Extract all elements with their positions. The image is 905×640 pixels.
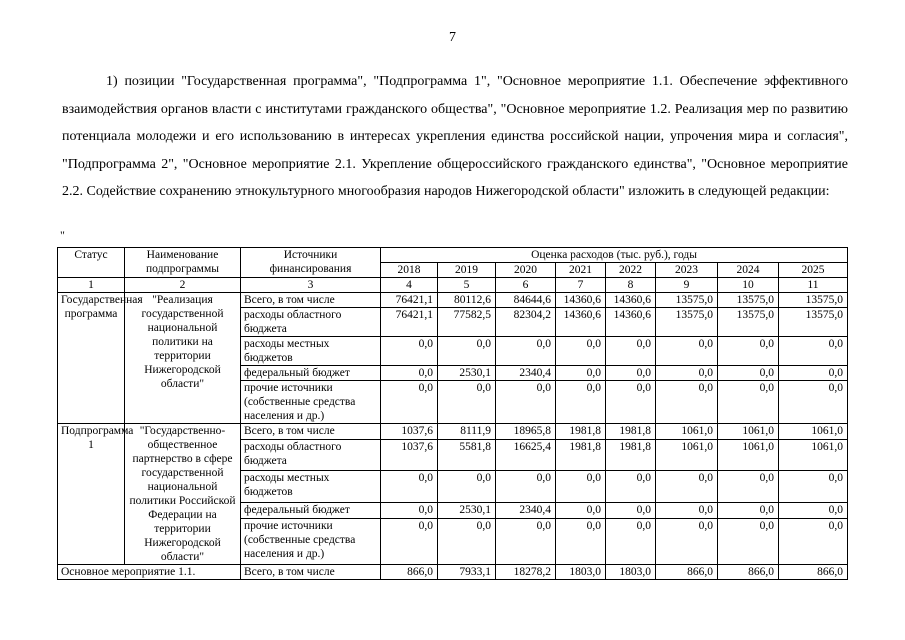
value-cell: 14360,6 [556,308,606,337]
value-cell: 13575,0 [656,308,718,337]
value-cell: 7933,1 [438,565,496,580]
value-cell: 0,0 [496,471,556,502]
value-cell: 0,0 [556,366,606,381]
source-cell: федеральный бюджет [241,366,381,381]
value-cell: 14360,6 [606,293,656,308]
column-number: 5 [438,278,496,293]
value-cell: 1061,0 [718,424,779,440]
value-cell: 0,0 [718,381,779,424]
source-cell: расходы областного бюджета [241,308,381,337]
value-cell: 0,0 [606,337,656,366]
value-cell: 2530,1 [438,502,496,518]
program-name-cell: "Государственно-общественное партнерство в сфере государственной национальной политики Российской Федерации на территории Нижегородской области" [125,424,241,565]
value-cell: 0,0 [556,337,606,366]
value-cell: 0,0 [438,381,496,424]
value-cell: 0,0 [496,381,556,424]
value-cell: 0,0 [779,471,848,502]
value-cell: 80112,6 [438,293,496,308]
value-cell: 0,0 [438,337,496,366]
table-row [58,293,848,308]
value-cell: 0,0 [381,366,438,381]
value-cell: 2530,1 [438,366,496,381]
column-number: 10 [718,278,779,293]
page-number: 7 [449,30,456,45]
value-cell: 0,0 [381,518,438,564]
value-cell: 2340,4 [496,502,556,518]
value-cell: 13575,0 [718,308,779,337]
column-number: 3 [241,278,381,293]
column-number: 8 [606,278,656,293]
column-number: 9 [656,278,718,293]
value-cell: 82304,2 [496,308,556,337]
column-number: 6 [496,278,556,293]
value-cell: 0,0 [656,518,718,564]
source-cell: расходы местных бюджетов [241,471,381,502]
column-numbers-row [58,278,848,293]
value-cell: 866,0 [381,565,438,580]
value-cell: 1061,0 [718,440,779,471]
value-cell: 84644,6 [496,293,556,308]
value-cell: 1037,6 [381,440,438,471]
header-year: 2020 [496,263,556,278]
value-cell: 1981,8 [606,424,656,440]
status-cell: Подпрограмма 1 [58,424,125,565]
value-cell: 0,0 [556,381,606,424]
value-cell: 1061,0 [656,424,718,440]
value-cell: 0,0 [496,518,556,564]
value-cell: 1981,8 [556,440,606,471]
value-cell: 0,0 [718,502,779,518]
column-number: 7 [556,278,606,293]
intro-paragraph: 1) позиции "Государственная программа", "Подпрограмма 1", "Основное мероприятие 1.1. Обеспечение эффективного взаимодействия органов власти с институтами гражданского общества", "Основное мероприятие 1.2. Реализация мер по развитию потенциала молодежи и его использованию в интересах укрепления единства российской нации, упрочения мира и согласия", "Подпрограмма 2", "Основное мероприятие 2.1. Укрепление общероссийского гражданского единства", "Основное мероприятие 2.2. Содействие сохранению этнокультурного многообразия народов Нижегородской области" изложить в следующей редакции: [62,74,848,200]
value-cell: 1037,6 [381,424,438,440]
source-cell: Всего, в том числе [241,293,381,308]
column-number: 1 [58,278,125,293]
value-cell: 0,0 [656,366,718,381]
value-cell: 0,0 [381,381,438,424]
opening-quote: " [60,228,65,242]
value-cell: 13575,0 [779,308,848,337]
budget-table [57,247,848,580]
column-number: 2 [125,278,241,293]
header-year: 2022 [606,263,656,278]
value-cell: 0,0 [606,381,656,424]
value-cell: 1061,0 [779,440,848,471]
value-cell: 0,0 [718,471,779,502]
activity-label-cell: Основное мероприятие 1.1. [58,565,241,580]
value-cell: 1803,0 [556,565,606,580]
value-cell: 0,0 [606,502,656,518]
value-cell: 1981,8 [606,440,656,471]
header-year: 2024 [718,263,779,278]
value-cell: 0,0 [381,337,438,366]
value-cell: 0,0 [718,518,779,564]
column-number: 4 [381,278,438,293]
value-cell: 0,0 [438,471,496,502]
value-cell: 0,0 [606,471,656,502]
value-cell: 0,0 [718,366,779,381]
value-cell: 0,0 [779,381,848,424]
header-year: 2025 [779,263,848,278]
value-cell: 866,0 [718,565,779,580]
table-body [58,293,848,580]
value-cell: 0,0 [656,502,718,518]
header-year: 2019 [438,263,496,278]
value-cell: 77582,5 [438,308,496,337]
value-cell: 1981,8 [556,424,606,440]
value-cell: 0,0 [556,502,606,518]
value-cell: 13575,0 [779,293,848,308]
value-cell: 1803,0 [606,565,656,580]
header-name: Наименование подпрограммы [125,248,241,278]
value-cell: 0,0 [496,337,556,366]
header-row [58,248,848,263]
value-cell: 1061,0 [779,424,848,440]
value-cell: 13575,0 [718,293,779,308]
table-row [58,565,848,580]
value-cell: 14360,6 [556,293,606,308]
value-cell: 2340,4 [496,366,556,381]
value-cell: 0,0 [381,502,438,518]
source-cell: прочие источники (собственные средства населения и др.) [241,518,381,564]
value-cell: 866,0 [656,565,718,580]
header-sources: Источники финансирования [241,248,381,278]
header-estimate: Оценка расходов (тыс. руб.), годы [381,248,848,263]
status-cell: Государственная программа [58,293,125,424]
value-cell: 0,0 [779,366,848,381]
header-year: 2018 [381,263,438,278]
value-cell: 0,0 [438,518,496,564]
header-year: 2023 [656,263,718,278]
value-cell: 0,0 [656,471,718,502]
value-cell: 8111,9 [438,424,496,440]
header-status: Статус [58,248,125,278]
source-cell: Всего, в том числе [241,565,381,580]
value-cell: 76421,1 [381,308,438,337]
value-cell: 13575,0 [656,293,718,308]
source-cell: прочие источники (собственные средства населения и др.) [241,381,381,424]
value-cell: 0,0 [779,518,848,564]
value-cell: 0,0 [556,471,606,502]
value-cell: 5581,8 [438,440,496,471]
table-row [58,424,848,440]
value-cell: 16625,4 [496,440,556,471]
value-cell: 0,0 [606,518,656,564]
source-cell: Всего, в том числе [241,424,381,440]
value-cell: 0,0 [779,337,848,366]
value-cell: 0,0 [381,471,438,502]
value-cell: 866,0 [779,565,848,580]
header-year: 2021 [556,263,606,278]
table-header [58,248,848,293]
value-cell: 76421,1 [381,293,438,308]
source-cell: расходы местных бюджетов [241,337,381,366]
value-cell: 14360,6 [606,308,656,337]
value-cell: 0,0 [718,337,779,366]
value-cell: 0,0 [606,366,656,381]
value-cell: 1061,0 [656,440,718,471]
program-name-cell: "Реализация государственной национальной политики на территории Нижегородской области" [125,293,241,424]
column-number: 11 [779,278,848,293]
value-cell: 0,0 [656,381,718,424]
source-cell: федеральный бюджет [241,502,381,518]
value-cell: 18278,2 [496,565,556,580]
value-cell: 0,0 [556,518,606,564]
value-cell: 0,0 [656,337,718,366]
value-cell: 0,0 [779,502,848,518]
source-cell: расходы областного бюджета [241,440,381,471]
value-cell: 18965,8 [496,424,556,440]
